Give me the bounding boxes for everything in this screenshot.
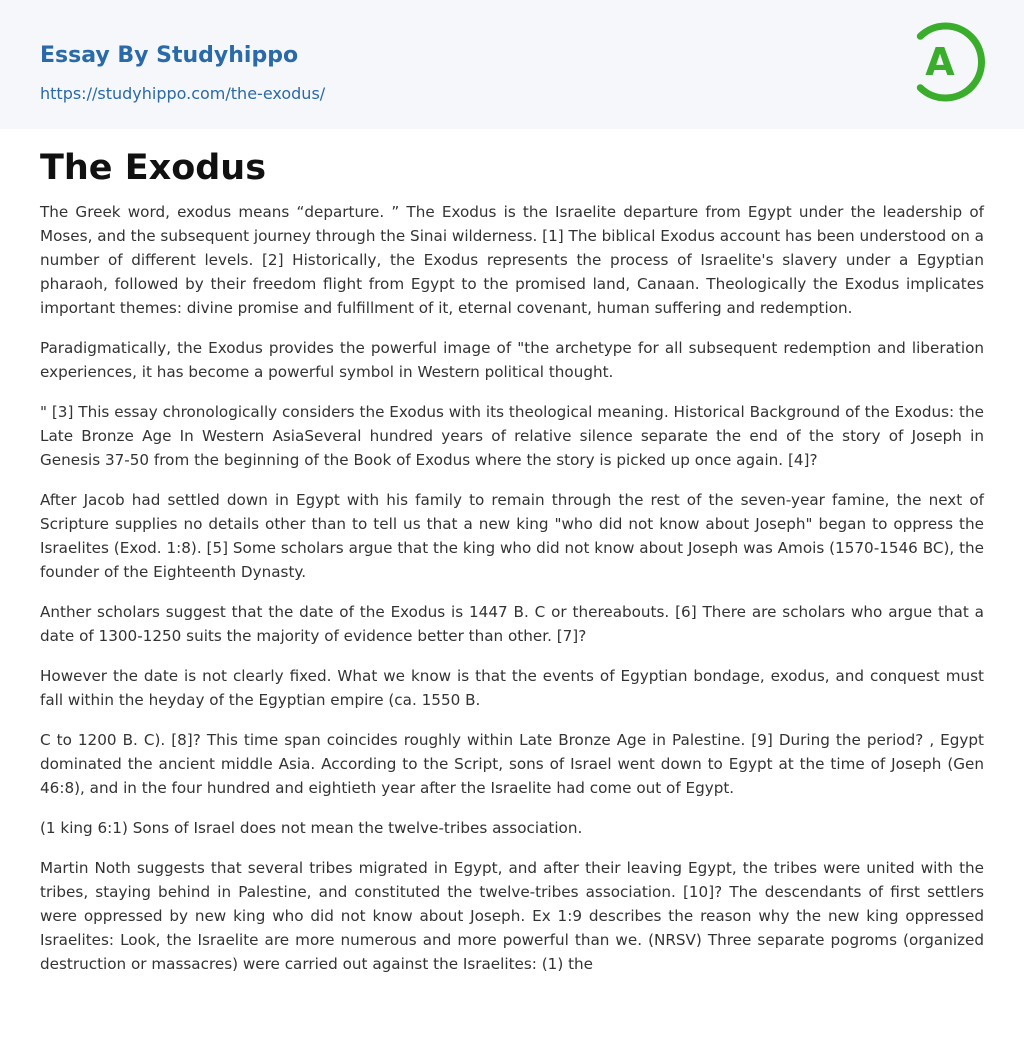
paragraph: After Jacob had settled down in Egypt with his family to remain through the rest of the seven-year famine, the next of Scripture supplies no details other than to tell us that a new king "who did not know about Joseph" began to oppress the Israelites (Exod. 1:8). [5] Some scholars argue that the king who did not know about Joseph was Amois (1570-1546 BC), the founder of the Eighteenth Dynasty. bbox=[40, 491, 984, 581]
paragraph: Martin Noth suggests that several tribes migrated in Egypt, and after their leaving Egypt, the tribes were united with the tribes, staying behind in Palestine, and constituted the twelve-tribes association. [10]? The descendants of first settlers were oppressed by new king who did not know about Joseph. Ex 1:9 describes the reason why the new king oppressed Israelites: Look, the Israelite are more numerous and more powerful than we. (NRSV) Three separate pogroms (organized destruction or massacres) were carried out against the Israelites: (1) the bbox=[40, 859, 984, 973]
paragraph: C to 1200 B. C). [8]? This time span coincides roughly within Late Bronze Age in Palestine. [9] During the period? , Egypt dominated the ancient middle Asia. According to the Script, sons of Israel went down to Egypt at the time of Joseph (Gen 46:8), and in the four hundred and eightieth year after the Israelite had come out of Egypt. bbox=[40, 731, 984, 797]
paragraph: " [3] This essay chronologically considers the Exodus with its theological meaning. Historical Background of the Exodus: the Late Bronze Age In Western AsiaSeveral hundred years of relative silence separate the end of the story of Joseph in Genesis 37-50 from the beginning of the Book of Exodus where the story is picked up once again. [4]? bbox=[40, 403, 984, 469]
logo-letter: A bbox=[925, 40, 955, 84]
site-title[interactable]: Essay By Studyhippo bbox=[40, 43, 299, 68]
paragraph: Anther scholars suggest that the date of the Exodus is 1447 B. C or thereabouts. [6] There are scholars who argue that a date of 1300-1250 suits the majority of evidence better than other. [7]? bbox=[40, 603, 984, 645]
essay-body bbox=[40, 200, 984, 992]
essay-url-link[interactable]: https://studyhippo.com/the-exodus/ bbox=[40, 84, 326, 103]
paragraph: The Greek word, exodus means “departure. ” The Exodus is the Israelite departure from Egypt under the leadership of Moses, and the subsequent journey through the Sinai wilderness. [1] The biblical Exodus account has been understood on a number of different levels. [2] Historically, the Exodus represents the process of Israelite's slavery under a Egyptian pharaoh, followed by their freedom flight from Egypt to the promised land, Canaan. Theologically the Exodus implicates important themes: divine promise and fulfillment of it, eternal covenant, human suffering and redemption. bbox=[40, 203, 984, 317]
studyhippo-logo[interactable] bbox=[910, 18, 990, 106]
page-title: The Exodus bbox=[40, 148, 267, 188]
paragraph: However the date is not clearly fixed. What we know is that the events of Egyptian bondage, exodus, and conquest must fall within the heyday of the Egyptian empire (ca. 1550 B. bbox=[40, 667, 984, 709]
paragraph: (1 king 6:1) Sons of Israel does not mean the twelve-tribes association. bbox=[40, 819, 583, 837]
paragraph: Paradigmatically, the Exodus provides the powerful image of "the archetype for all subsequent redemption and liberation experiences, it has become a powerful symbol in Western political thought. bbox=[40, 339, 984, 381]
site-header bbox=[0, 0, 1024, 129]
